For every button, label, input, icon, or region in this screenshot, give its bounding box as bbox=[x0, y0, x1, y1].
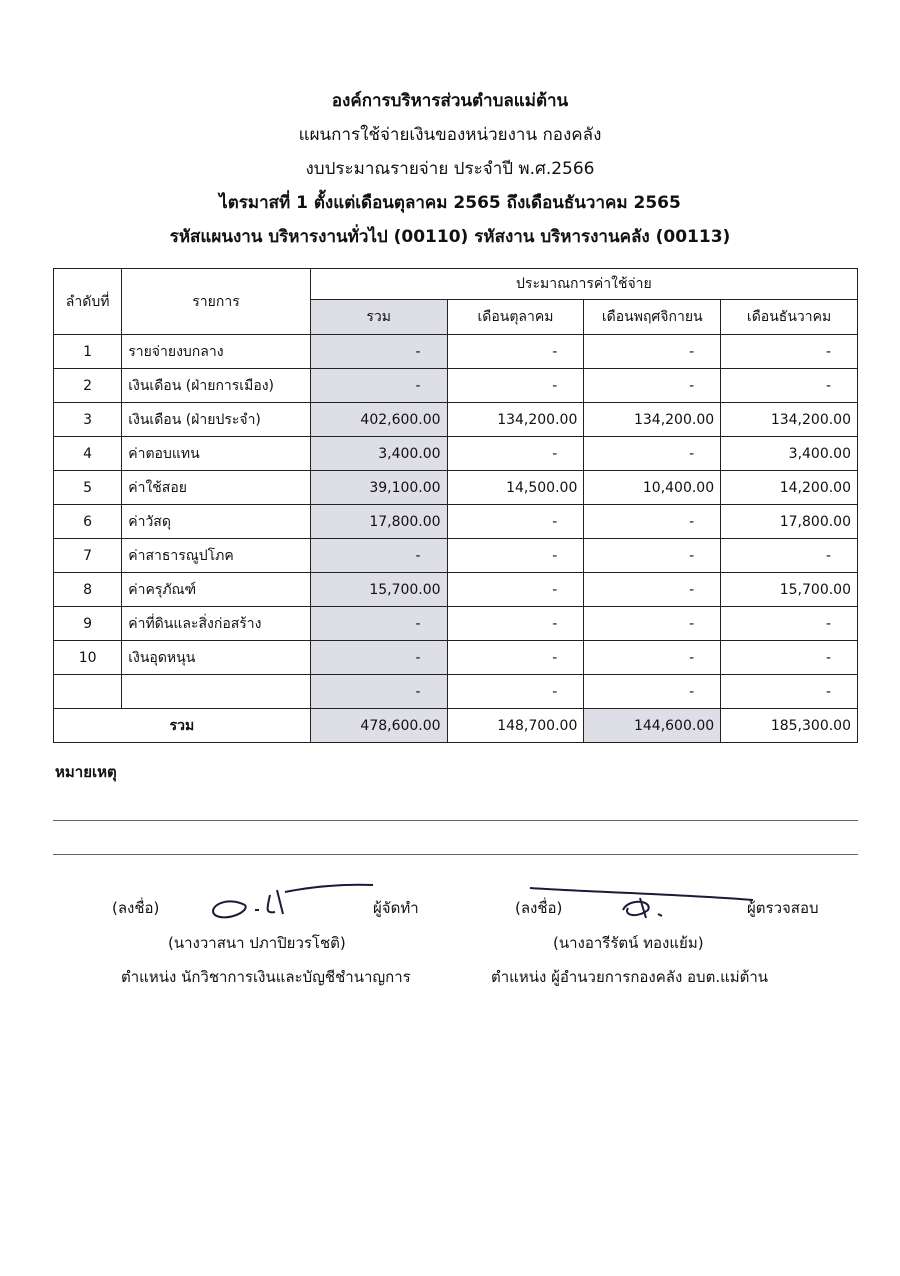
table-row bbox=[54, 675, 858, 709]
table-row bbox=[54, 403, 858, 437]
table-row bbox=[54, 573, 858, 607]
row-item: ค่าครุภัณฑ์ bbox=[122, 573, 311, 607]
row-item: ค่าวัสดุ bbox=[122, 505, 311, 539]
table-row bbox=[54, 471, 858, 505]
row-number: 8 bbox=[54, 573, 122, 607]
row-oct: 14,500.00 bbox=[447, 471, 584, 505]
row-number: 1 bbox=[54, 335, 122, 369]
row-total: 3,400.00 bbox=[310, 437, 447, 471]
row-oct: 134,200.00 bbox=[447, 403, 584, 437]
row-dec: - bbox=[721, 335, 858, 369]
row-oct: - bbox=[447, 675, 584, 709]
row-item: เงินเดือน (ฝ่ายประจำ) bbox=[122, 403, 311, 437]
left-sign-label: (ลงชื่อ) bbox=[112, 899, 160, 917]
table-row bbox=[54, 641, 858, 675]
row-item: ค่าสาธารณูปโภค bbox=[122, 539, 311, 573]
row-total: - bbox=[310, 641, 447, 675]
row-number: 10 bbox=[54, 641, 122, 675]
row-dec: 15,700.00 bbox=[721, 573, 858, 607]
budget-year: งบประมาณรายจ่าย ประจำปี พ.ศ.2566 bbox=[305, 159, 595, 179]
quarter-period: ไตรมาสที่ 1 ตั้งแต่เดือนตุลาคม 2565 ถึงเดือนธันวาคม 2565 bbox=[219, 193, 681, 213]
row-nov: 10,400.00 bbox=[584, 471, 721, 505]
row-item: เงินอุดหนุน bbox=[122, 641, 311, 675]
table-row bbox=[54, 335, 858, 369]
row-item: ค่าที่ดินและสิ่งก่อสร้าง bbox=[122, 607, 311, 641]
row-total: 402,600.00 bbox=[310, 403, 447, 437]
right-role: ผู้ตรวจสอบ bbox=[747, 899, 819, 917]
left-signature-mark bbox=[205, 880, 380, 925]
row-number: 7 bbox=[54, 539, 122, 573]
sum-dec: 185,300.00 bbox=[721, 709, 858, 743]
table-row bbox=[54, 607, 858, 641]
row-total: 17,800.00 bbox=[310, 505, 447, 539]
row-oct: - bbox=[447, 335, 584, 369]
table-row bbox=[54, 505, 858, 539]
right-sign-label: (ลงชื่อ) bbox=[515, 899, 563, 917]
col-header-no: ลำดับที่ bbox=[54, 269, 122, 335]
row-dec: 14,200.00 bbox=[721, 471, 858, 505]
row-dec: - bbox=[721, 675, 858, 709]
sum-row bbox=[54, 709, 858, 743]
row-nov: - bbox=[584, 335, 721, 369]
sum-label: รวม bbox=[54, 709, 311, 743]
row-number: 6 bbox=[54, 505, 122, 539]
row-nov: - bbox=[584, 505, 721, 539]
col-header-group: ประมาณการค่าใช้จ่าย bbox=[310, 269, 857, 300]
row-dec: 3,400.00 bbox=[721, 437, 858, 471]
right-signature-mark bbox=[528, 880, 758, 925]
row-nov: - bbox=[584, 573, 721, 607]
note-label: หมายเหตุ bbox=[55, 763, 117, 781]
row-dec: - bbox=[721, 607, 858, 641]
row-item bbox=[122, 675, 311, 709]
row-nov: - bbox=[584, 369, 721, 403]
document-header bbox=[0, 84, 900, 254]
row-total: - bbox=[310, 607, 447, 641]
row-oct: - bbox=[447, 607, 584, 641]
row-nov: - bbox=[584, 607, 721, 641]
table-row bbox=[54, 539, 858, 573]
col-header-dec: เดือนธันวาคม bbox=[721, 300, 858, 335]
row-nov: - bbox=[584, 539, 721, 573]
row-oct: - bbox=[447, 573, 584, 607]
sum-nov: 144,600.00 bbox=[584, 709, 721, 743]
row-nov: - bbox=[584, 675, 721, 709]
row-dec: 134,200.00 bbox=[721, 403, 858, 437]
row-oct: - bbox=[447, 369, 584, 403]
note-line-1 bbox=[53, 820, 858, 821]
row-dec: - bbox=[721, 641, 858, 675]
table-row bbox=[54, 437, 858, 471]
sum-oct: 148,700.00 bbox=[447, 709, 584, 743]
row-oct: - bbox=[447, 539, 584, 573]
row-item: ค่าใช้สอย bbox=[122, 471, 311, 505]
col-header-nov: เดือนพฤศจิกายน bbox=[584, 300, 721, 335]
row-number: 9 bbox=[54, 607, 122, 641]
row-total: - bbox=[310, 539, 447, 573]
row-dec: - bbox=[721, 369, 858, 403]
table-row bbox=[54, 369, 858, 403]
row-total: - bbox=[310, 369, 447, 403]
row-total: - bbox=[310, 675, 447, 709]
row-number: 4 bbox=[54, 437, 122, 471]
row-oct: - bbox=[447, 641, 584, 675]
row-number: 3 bbox=[54, 403, 122, 437]
row-item: ค่าตอบแทน bbox=[122, 437, 311, 471]
plan-title: แผนการใช้จ่ายเงินของหน่วยงาน กองคลัง bbox=[298, 125, 602, 145]
note-line-2 bbox=[53, 854, 858, 855]
row-number: 2 bbox=[54, 369, 122, 403]
right-signer-position: ตำแหน่ง ผู้อำนวยการกองคลัง อบต.แม่ต้าน bbox=[491, 968, 769, 986]
org-name: องค์การบริหารส่วนตำบลแม่ต้าน bbox=[331, 91, 569, 111]
row-nov: - bbox=[584, 437, 721, 471]
right-signer-name: (นางอารีรัตน์ ทองแย้ม) bbox=[553, 934, 704, 952]
row-total: - bbox=[310, 335, 447, 369]
row-nov: 134,200.00 bbox=[584, 403, 721, 437]
row-number bbox=[54, 675, 122, 709]
row-oct: - bbox=[447, 505, 584, 539]
left-signer-position: ตำแหน่ง นักวิชาการเงินและบัญชีชำนาญการ bbox=[121, 968, 411, 986]
row-total: 39,100.00 bbox=[310, 471, 447, 505]
row-number: 5 bbox=[54, 471, 122, 505]
row-item: รายจ่ายงบกลาง bbox=[122, 335, 311, 369]
budget-table bbox=[53, 268, 858, 743]
sum-total: 478,600.00 bbox=[310, 709, 447, 743]
row-total: 15,700.00 bbox=[310, 573, 447, 607]
col-header-oct: เดือนตุลาคม bbox=[447, 300, 584, 335]
row-oct: - bbox=[447, 437, 584, 471]
row-dec: 17,800.00 bbox=[721, 505, 858, 539]
row-nov: - bbox=[584, 641, 721, 675]
row-item: เงินเดือน (ฝ่ายการเมือง) bbox=[122, 369, 311, 403]
plan-code: รหัสแผนงาน บริหารงานทั่วไป (00110) รหัสงาน บริหารงานคลัง (00113) bbox=[169, 227, 731, 247]
row-dec: - bbox=[721, 539, 858, 573]
col-header-total: รวม bbox=[310, 300, 447, 335]
left-role: ผู้จัดทำ bbox=[373, 899, 419, 917]
col-header-item: รายการ bbox=[122, 269, 311, 335]
left-signer-name: (นางวาสนา ปภาปิยวรโชติ) bbox=[168, 934, 346, 952]
